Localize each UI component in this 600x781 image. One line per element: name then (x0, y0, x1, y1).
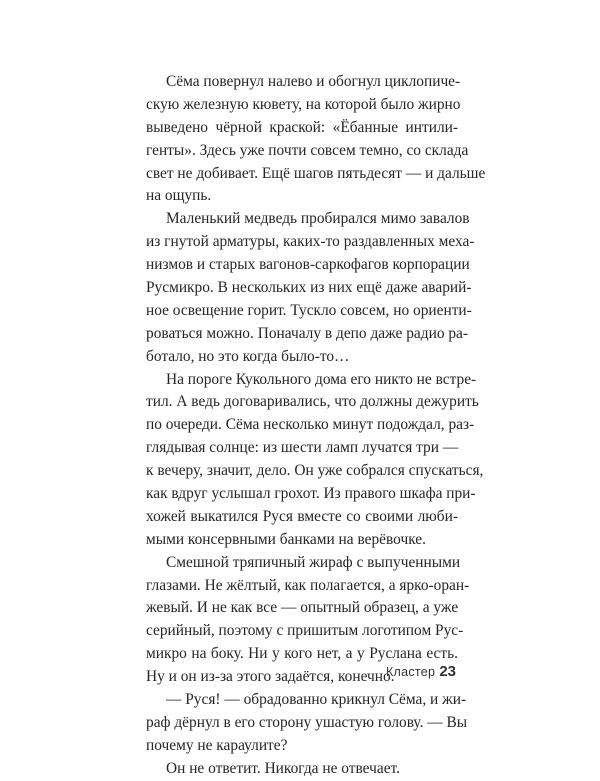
paragraph-6 (146, 758, 458, 781)
paragraph-5 (146, 689, 468, 758)
text-line: Смешной тряпичный жираф с выпученными (166, 553, 461, 571)
book-title: Кластер (385, 665, 436, 679)
page-number: 23 (439, 663, 456, 680)
paragraph-3 (146, 369, 484, 552)
text-line: почему не караулите? (146, 736, 288, 754)
text-line: микро на боку. Ни у кого нет, а у Руслана есть. (146, 645, 458, 663)
text-line: на ощупь. (146, 187, 212, 205)
text-line: раф дёрнул в его сторону ушастую голову. — Вы (146, 713, 468, 731)
paragraph-1 (146, 71, 486, 208)
text-line: Маленький медведь пробирался мимо завалов (166, 210, 470, 228)
text-line: жевый. И не как все — опытный образец, а уже (146, 599, 459, 617)
text-line: глазами. Не жёлтый, как полагается, а ярко-оран- (146, 576, 470, 594)
text-line: выведено чёрной краской: «Ёбанные интили- (146, 118, 458, 136)
text-line: из гнутой арматуры, каких-то раздавленных меха- (146, 233, 475, 251)
text-line: На пороге Кукольного дома его никто не встре- (166, 370, 477, 388)
text-line: Ну и он из-за этого задаётся, конечно. (146, 668, 395, 686)
text-line: к вечеру, значит, дело. Он уже собрался спускаться, (146, 462, 484, 480)
text-line: по очереди. Сёма несколько минут подождал, раз- (146, 416, 475, 434)
text-line: как вдруг услышал грохот. Из правого шкафа при- (146, 485, 476, 503)
text-line: скую железную кювету, на которой было жирно (146, 95, 461, 113)
text-line: глядывая солнце: из шести ламп лучатся три — (146, 439, 459, 457)
text-line: генты». Здесь уже почти совсем темно, со склада (146, 141, 469, 159)
text-line: Он не ответит. Никогда не отвечает. (166, 759, 400, 777)
paragraph-2 (146, 208, 475, 368)
text-line: Русмикро. В нескольких из них ещё даже аварий- (146, 279, 472, 297)
text-line: низмов и старых вагонов-саркофагов корпорации (146, 256, 470, 274)
text-line: серийный, поэтому с пришитым логотипом Рус- (146, 622, 464, 640)
text-line: Сёма повернул налево и обогнул циклопиче- (166, 73, 461, 90)
text-line: тил. А ведь договаривались, что должны дежурить (146, 393, 479, 411)
text-line: свет не добивает. Ещё шагов пятьдесят — и дальше (146, 164, 486, 182)
running-footer (386, 663, 456, 681)
text-line: ботало, но это когда было-то… (146, 347, 350, 365)
text-line: хожей выкатился Руся вместе со своими люби- (146, 507, 458, 525)
text-line: мыми консервными банками на верёвочке. (146, 530, 426, 548)
text-line: ное освещение горит. Тускло совсем, но ориенти- (146, 301, 472, 319)
text-line: — Руся! — обрадованно крикнул Сёма, и жи- (166, 691, 467, 709)
text-line: роваться можно. Поначалу в депо даже радио ра- (146, 324, 469, 342)
